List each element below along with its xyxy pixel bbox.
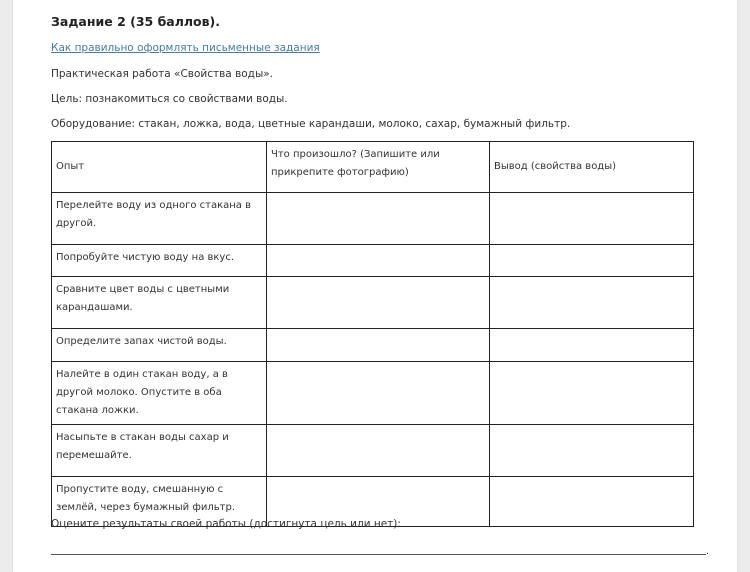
table-row <box>52 245 694 277</box>
experiment-cell: Определите запах чистой воды. <box>52 329 267 362</box>
experiment-cell: Насыпьте в стакан воды сахар и перемешайте. <box>52 425 267 477</box>
table-row <box>52 193 694 245</box>
experiment-cell: Налейте в один стакан воду, а в другой молоко. Опустите в оба стакана ложки. <box>52 362 267 425</box>
conclusion-cell[interactable] <box>490 362 694 425</box>
conclusion-cell[interactable] <box>490 477 694 527</box>
conclusion-cell[interactable] <box>490 193 694 245</box>
header-cell: Что произошло? (Запишите или прикрепите фотографию) <box>267 142 490 193</box>
table-row <box>52 277 694 329</box>
conclusion-cell[interactable] <box>490 329 694 362</box>
result-cell[interactable] <box>267 245 490 277</box>
header-cell: Вывод (свойства воды) <box>490 142 694 193</box>
experiment-cell: Пропустите воду, смешанную с землёй, через бумажный фильтр. <box>52 477 267 527</box>
equipment-text: Оборудование: стакан, ложка, вода, цветные карандаши, молоко, сахар, бумажный фильтр. <box>51 118 571 130</box>
result-cell[interactable] <box>267 425 490 477</box>
table-row <box>52 425 694 477</box>
experiment-cell: Попробуйте чистую воду на вкус. <box>52 245 267 277</box>
conclusion-cell[interactable] <box>490 245 694 277</box>
task-title: Задание 2 (35 баллов). <box>51 14 221 29</box>
conclusion-cell[interactable] <box>490 277 694 329</box>
table-row <box>52 362 694 425</box>
result-cell[interactable] <box>267 277 490 329</box>
instructions-link[interactable]: Как правильно оформлять письменные задания <box>51 42 320 54</box>
result-cell[interactable] <box>267 362 490 425</box>
goal-text: Цель: познакомиться со свойствами воды. <box>51 93 288 105</box>
result-cell[interactable] <box>267 193 490 245</box>
experiment-cell: Перелейте воду из одного стакана в другой. <box>52 193 267 245</box>
table-header-row <box>52 142 694 193</box>
intro-text: Практическая работа «Свойства воды». <box>51 68 273 80</box>
result-cell[interactable] <box>267 329 490 362</box>
conclusion-cell[interactable] <box>490 425 694 477</box>
answer-line[interactable] <box>51 554 706 555</box>
table-row <box>52 329 694 362</box>
evaluation-prompt: Оцените результаты своей работы (достигнута цель или нет): <box>51 518 401 530</box>
experiment-table <box>51 141 694 527</box>
header-cell: Опыт <box>52 142 267 193</box>
experiment-cell: Сравните цвет воды с цветными карандашами. <box>52 277 267 329</box>
end-dot: . <box>706 546 710 557</box>
